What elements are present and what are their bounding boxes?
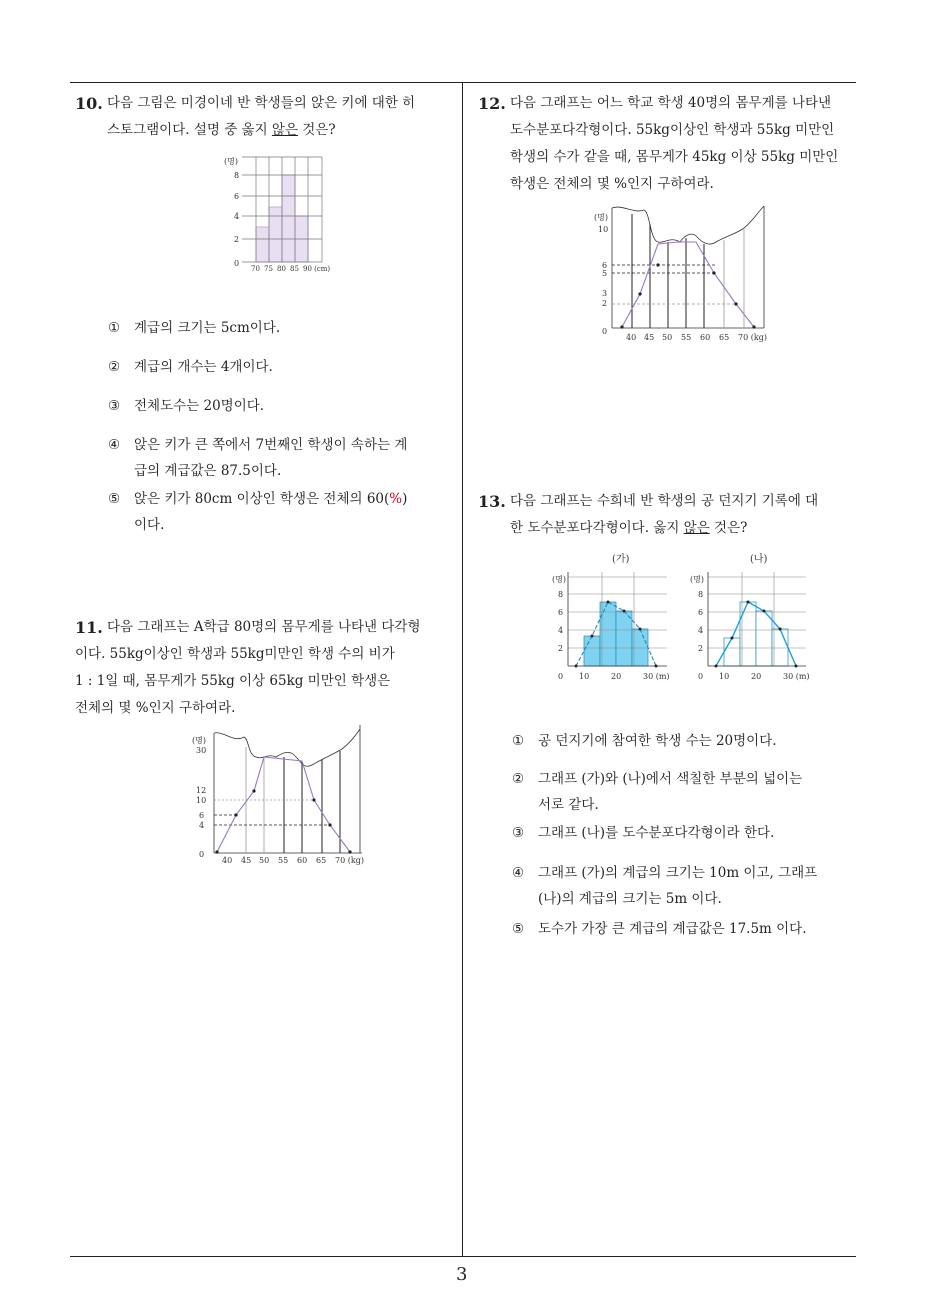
option-4[interactable]: ④ 그래프 (가)의 계급의 크기는 10m 이고, 그래프 (나)의 계급의 크기는 5m 이다. [512,865,818,907]
x-tick: 55 [681,333,692,342]
question-text: 다음 그래프는 수희네 반 학생의 공 던지기 기록에 대 [510,493,819,509]
question-11 [75,614,460,722]
y-tick: 8 [558,590,564,599]
question-number: 13. [478,492,506,511]
x-tick: 55 [278,856,289,865]
y-tick: 30 [196,746,207,755]
x-tick: 65 [316,856,327,865]
x-tick: 60 [700,333,711,342]
y-tick: 4 [558,626,564,635]
y-tick: 6 [602,261,608,270]
y-tick: 0 [234,259,240,268]
y-tick: 10 [196,796,207,805]
bottom-rule [70,1256,856,1257]
question-10 [75,90,460,144]
chart-label: (가) [612,554,630,565]
option-4[interactable]: ④ 앉은 키가 큰 쪽에서 7번째인 학생이 속하는 계 급의 계급값은 87.5이다. [108,437,408,479]
y-axis-label: (명) [224,157,238,166]
x-tick: 90 (cm) [303,265,331,273]
question-number: 12. [478,94,506,113]
x-tick: 50 [662,333,673,342]
top-rule [70,82,856,83]
histogram-chart [222,150,342,275]
y-tick: 4 [234,212,240,221]
question-number: 10. [75,94,103,113]
question-13 [478,488,868,542]
y-axis-label: (명) [552,575,566,584]
question-text: 한 도수분포다각형이다. 옳지 않은 것은? [510,520,748,536]
option-2[interactable]: ② 계급의 개수는 4개이다. [108,359,273,375]
x-tick: 20 [611,672,622,681]
x-tick: 50 [259,856,270,865]
y-tick: 2 [234,235,240,244]
option-1[interactable]: ① 공 던지기에 참여한 학생 수는 20명이다. [512,733,777,749]
y-tick: 3 [602,289,608,298]
x-tick: 30 (m) [643,672,670,681]
x-tick: 70 (kg) [335,856,364,865]
y-tick: 8 [698,590,704,599]
y-tick: 10 [598,225,609,234]
x-tick: 40 [626,333,637,342]
x-tick: 60 [297,856,308,865]
question-text: 1 : 1일 때, 몸무게가 55kg 이상 65kg 미만인 학생은 [75,673,391,689]
chart-b [690,550,825,685]
question-12 [478,90,868,198]
y-tick: 4 [199,821,205,830]
y-tick: 0 [698,672,704,681]
question-text: 학생의 수가 같을 때, 몸무게가 45kg 이상 55kg 미만인 [510,149,839,165]
y-tick: 0 [602,327,608,336]
y-tick: 5 [602,269,608,278]
x-tick: 65 [719,333,730,342]
chart-label: (나) [750,554,768,565]
option-1[interactable]: ① 계급의 크기는 5cm이다. [108,320,281,336]
question-number: 11. [75,618,103,637]
y-tick: 6 [558,608,564,617]
y-tick: 2 [558,644,564,653]
x-tick: 10 [719,672,730,681]
x-tick: 30 (m) [783,672,810,681]
x-tick: 85 [290,265,299,273]
question-text: 학생은 전체의 몇 %인지 구하여라. [510,176,714,192]
column-divider [462,82,463,1256]
option-3[interactable]: ③ 그래프 (나)를 도수분포다각형이라 한다. [512,825,775,841]
question-text: 이다. 55kg이상인 학생과 55kg미만인 학생 수의 비가 [75,646,395,662]
y-tick: 6 [698,608,704,617]
question-text: 도수분포다각형이다. 55kg이상인 학생과 55kg 미만인 [510,122,835,138]
y-axis-label: (명) [594,213,608,222]
y-tick: 0 [199,850,205,859]
y-tick: 12 [196,786,207,795]
frequency-polygon-chart [192,725,377,870]
x-tick: 45 [241,856,252,865]
y-tick: 0 [558,672,564,681]
y-tick: 6 [234,192,240,201]
y-tick: 2 [602,299,608,308]
question-text: 다음 그래프는 A학급 80명의 몸무게를 나타낸 다각형 [107,619,421,635]
x-tick: 70 (kg) [738,333,767,342]
question-text: 스토그램이다. 설명 중 옳지 않은 것은? [107,122,336,138]
x-tick: 40 [222,856,233,865]
x-tick: 70 [251,265,260,273]
option-2[interactable]: ② 그래프 (가)와 (나)에서 색칠한 부분의 넓이는 서로 같다. [512,771,803,813]
frequency-polygon-chart [592,200,777,345]
page-number: 3 [456,1264,468,1285]
option-5[interactable]: ⑤ 앉은 키가 80cm 이상인 학생은 전체의 60(%) 이다. [108,491,408,533]
option-3[interactable]: ③ 전체도수는 20명이다. [108,398,265,414]
question-text: 다음 그림은 미경이네 반 학생들의 앉은 키에 대한 히 [107,95,416,111]
x-tick: 10 [579,672,590,681]
x-tick: 75 [264,265,273,273]
x-tick: 20 [751,672,762,681]
question-text: 전체의 몇 %인지 구하여라. [75,700,236,716]
y-tick: 2 [698,644,704,653]
y-tick: 6 [199,811,205,820]
y-tick: 8 [234,171,240,180]
y-tick: 4 [698,626,704,635]
chart-a [552,550,687,685]
option-5[interactable]: ⑤ 도수가 가장 큰 계급의 계급값은 17.5m 이다. [512,921,807,937]
x-tick: 80 [277,265,286,273]
question-text: 다음 그래프는 어느 학교 학생 40명의 몸무게를 나타낸 [510,95,832,111]
x-tick: 45 [644,333,655,342]
y-axis-label: (명) [690,575,704,584]
y-axis-label: (명) [192,736,206,745]
